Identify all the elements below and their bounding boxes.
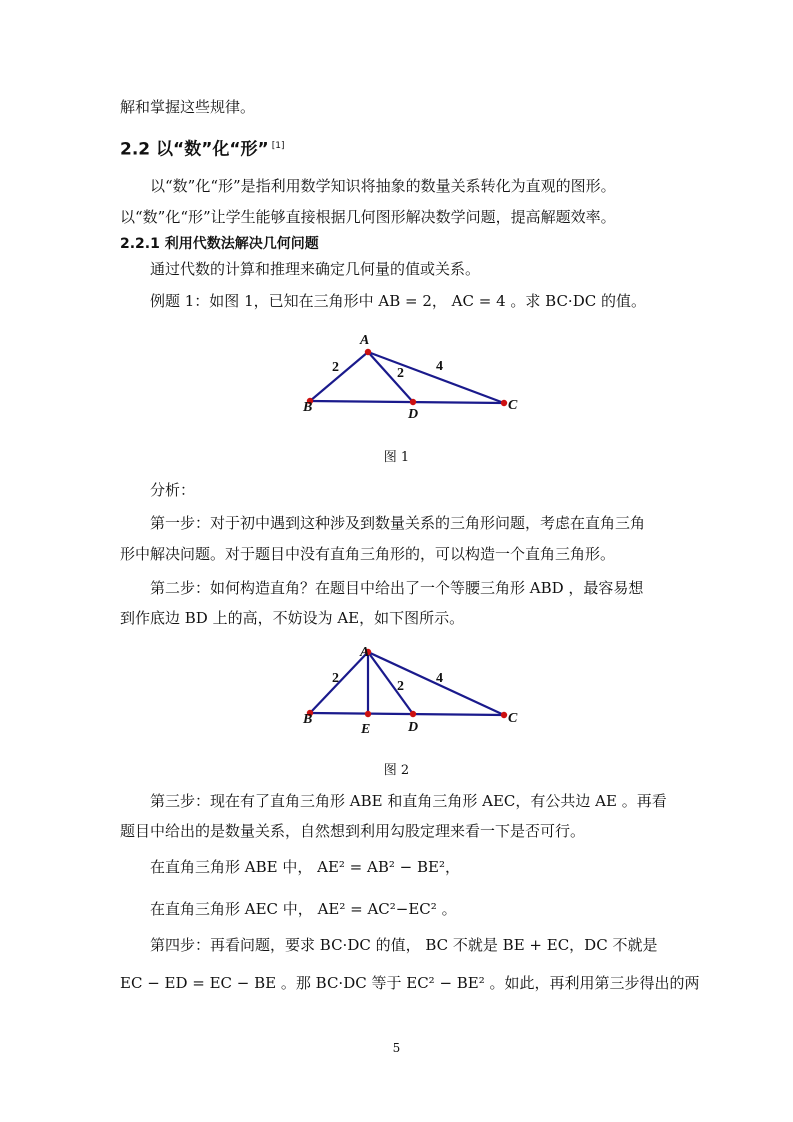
point-E [365, 711, 371, 717]
paragraph-line: 第三步：现在有了直角三角形 ABE 和直角三角形 AEC，有公共边 AE 。再看 [150, 792, 667, 810]
citation-ref: [1] [271, 141, 285, 151]
length-AD: 2 [397, 679, 404, 694]
length-AB: 2 [332, 360, 339, 375]
point-D [410, 399, 416, 405]
paragraph-line: 第二步：如何构造直角？在题目中给出了一个等腰三角形 ABD ，最容易想 [150, 579, 644, 597]
paragraph-line: 通过代数的计算和推理来确定几何量的值或关系。 [150, 260, 481, 278]
paragraph-line: 第一步：对于初中遇到这种涉及到数量关系的三角形问题，考虑在直角三角 [150, 514, 646, 532]
paragraph-line: EC − ED = EC − BE 。那 BC·DC 等于 EC² − BE² 。如此，再利用第三步得出的两 [120, 974, 700, 992]
segment-BC [310, 713, 504, 715]
segment-AB [310, 352, 368, 401]
section-heading-2-2 [120, 135, 284, 161]
segment-AB [310, 652, 368, 713]
paragraph-line: 到作底边 BD 上的高，不妨设为 AE，如下图所示。 [120, 609, 465, 627]
point-C [501, 712, 507, 718]
example-line: 例题 1：如图 1，已知在三角形中 AB = 2， AC = 4 。求 BC·DC 的值。 [150, 292, 646, 310]
point-C [501, 400, 507, 406]
equation-line: 在直角三角形 ABE 中， AE² = AB² − BE²， [150, 858, 460, 876]
length-AC: 4 [436, 359, 443, 374]
figure-1-triangle [290, 325, 530, 425]
label-D: D [408, 407, 419, 422]
page-number: 5 [392, 1041, 401, 1055]
label-C: C [508, 711, 518, 726]
subsection-heading-2-2-1: 2.2.1 利用代数法解决几何问题 [120, 236, 319, 252]
label-B: B [303, 400, 313, 415]
figure-1-caption: 图 1 [383, 450, 410, 465]
length-AB: 2 [332, 671, 339, 686]
label-C: C [508, 398, 518, 413]
figure-2-triangle [290, 638, 530, 738]
point-D [410, 711, 416, 717]
paragraph-line: 分析： [150, 481, 196, 499]
label-B: B [303, 712, 313, 727]
text-line: 解和掌握这些规律。 [120, 98, 256, 116]
paragraph-line: 以“数”化“形”让学生能够直接根据几何图形解决数学问题，提高解题效率。 [120, 208, 616, 226]
equation-line: 在直角三角形 AEC 中， AE² = AC²−EC² 。 [150, 900, 457, 918]
label-E: E [361, 722, 371, 737]
segment-BC [310, 401, 504, 403]
point-A [365, 349, 371, 355]
figure-2-caption: 图 2 [383, 763, 410, 778]
paragraph-line: 形中解决问题。对于题目中没有直角三角形的，可以构造一个直角三角形。 [120, 545, 616, 563]
length-AD: 2 [397, 366, 404, 381]
length-AC: 4 [436, 671, 443, 686]
paragraph-line: 以“数”化“形”是指利用数学知识将抽象的数量关系转化为直观的图形。 [150, 177, 616, 195]
paragraph-line: 第四步：再看问题，要求 BC·DC 的值， BC 不就是 BE + EC，DC 不就是 [150, 936, 658, 954]
paragraph-line: 题目中给出的是数量关系，自然想到利用勾股定理来看一下是否可行。 [120, 822, 586, 840]
label-A: A [360, 645, 370, 660]
heading-text: 2.2 以“数”化“形” [120, 139, 269, 160]
label-D: D [408, 720, 419, 735]
label-A: A [360, 333, 370, 348]
